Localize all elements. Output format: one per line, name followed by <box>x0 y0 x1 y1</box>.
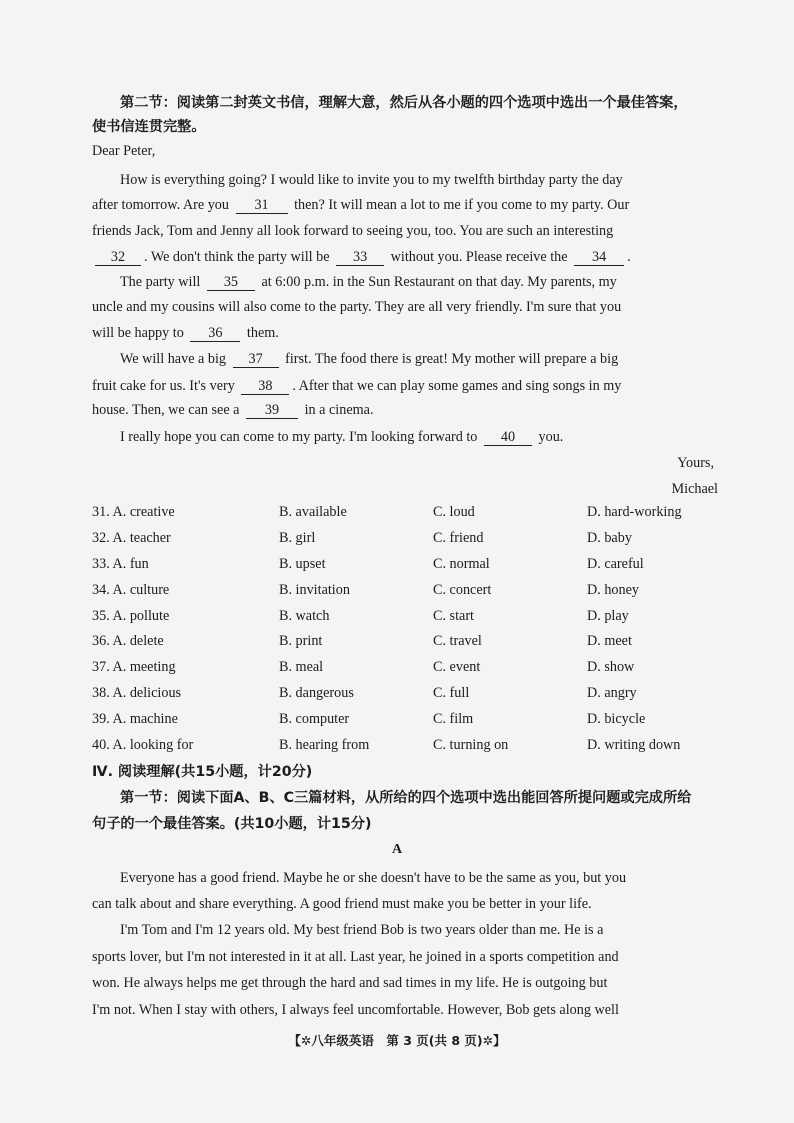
option-40-B: B. hearing from <box>279 737 370 753</box>
letter-line: How is everything going? I would like to invite you to my twelfth birthday party the day <box>120 172 623 188</box>
text: in a cinema. <box>304 402 374 418</box>
option-38-C: C. full <box>433 685 470 701</box>
passage-label: A <box>391 842 403 857</box>
letter-closing: Yours, <box>677 455 714 471</box>
text: The party will <box>120 274 201 290</box>
blank-33: 33 <box>336 249 384 266</box>
letter-signature: Michael <box>671 481 718 497</box>
part4-sec1-line1: 第一节：阅读下面A、B、C三篇材料，从所给的四个选项中选出能回答所提问题或完成所给 <box>120 790 692 806</box>
option-38-B: B. dangerous <box>279 685 354 701</box>
option-40-D: D. writing down <box>587 737 681 753</box>
option-34-A: 34. A. culture <box>92 582 170 598</box>
letter-line <box>92 196 629 214</box>
letter-line <box>92 401 374 419</box>
passage-line: sports lover, but I'm not interested in it at all. Last year, he joined in a sports competition and <box>92 949 619 965</box>
option-32-D: D. baby <box>587 530 632 546</box>
option-33-A: 33. A. fun <box>92 556 149 572</box>
text: fruit cake for us. It's very <box>92 378 235 394</box>
blank-37: 37 <box>233 351 279 368</box>
option-40-A: 40. A. looking for <box>92 737 194 753</box>
letter-line: uncle and my cousins will also come to the party. They are all very friendly. I'm sure that you <box>92 299 622 315</box>
passage-line: won. He always helps me get through the hard and sad times in my life. He is outgoing but <box>92 975 608 991</box>
blank-35: 35 <box>207 274 255 291</box>
passage-line: I'm not. When I stay with others, I always feel uncomfortable. However, Bob gets along well <box>92 1002 619 1018</box>
letter-line <box>92 324 279 342</box>
option-32-C: C. friend <box>433 530 484 546</box>
option-34-D: D. honey <box>587 582 640 598</box>
blank-32: 32 <box>95 249 141 266</box>
part4-sec1-line2: 句子的一个最佳答案。(共10小题，计15分) <box>92 816 372 832</box>
option-34-C: C. concert <box>433 582 492 598</box>
option-37-A: 37. A. meeting <box>92 659 176 675</box>
text: without you. Please receive the <box>390 249 568 265</box>
option-39-B: B. computer <box>279 711 350 727</box>
part4-title: Ⅳ. 阅读理解(共15小题，计20分) <box>92 764 313 780</box>
option-31-D: D. hard-working <box>587 504 682 520</box>
page-footer: 【✲八年级英语 第 3 页(共 8 页)✲】 <box>288 1033 506 1048</box>
blank-39: 39 <box>246 402 298 419</box>
option-38-A: 38. A. delicious <box>92 685 182 701</box>
option-35-A: 35. A. pollute <box>92 608 170 624</box>
option-31-A: 31. A. creative <box>92 504 175 520</box>
option-38-D: D. angry <box>587 685 637 701</box>
letter-line <box>92 377 621 395</box>
option-34-B: B. invitation <box>279 582 350 598</box>
letter-line <box>92 248 631 266</box>
text: . We don't think the party will be <box>144 249 330 265</box>
text: first. The food there is great! My mother will prepare a big <box>285 351 619 367</box>
text: . <box>627 249 631 265</box>
option-39-D: D. bicycle <box>587 711 646 727</box>
blank-40: 40 <box>484 429 532 446</box>
text: them. <box>246 325 279 341</box>
section2-heading-line2: 使书信连贯完整。 <box>92 119 206 135</box>
option-40-C: C. turning on <box>433 737 509 753</box>
option-37-B: B. meal <box>279 659 324 675</box>
option-37-C: C. event <box>433 659 481 675</box>
letter-line <box>120 428 563 446</box>
letter-greeting: Dear Peter, <box>92 143 156 159</box>
passage-line: can talk about and share everything. A good friend must make you be better in your life. <box>92 896 592 912</box>
option-36-D: D. meet <box>587 633 632 649</box>
text: at 6:00 p.m. in the Sun Restaurant on that day. My parents, my <box>261 274 617 290</box>
passage-line: I'm Tom and I'm 12 years old. My best friend Bob is two years older than me. He is a <box>120 922 604 938</box>
option-36-B: B. print <box>279 633 323 649</box>
blank-36: 36 <box>190 325 240 342</box>
blank-31: 31 <box>236 197 288 214</box>
option-37-D: D. show <box>587 659 635 675</box>
text: We will have a big <box>120 351 227 367</box>
blank-38: 38 <box>241 378 289 395</box>
option-39-A: 39. A. machine <box>92 711 178 727</box>
option-32-B: B. girl <box>279 530 316 546</box>
text: after tomorrow. Are you <box>92 197 229 213</box>
option-31-B: B. available <box>279 504 347 520</box>
text: I really hope you can come to my party. I'm looking forward to <box>120 429 478 445</box>
option-36-C: C. travel <box>433 633 482 649</box>
option-32-A: 32. A. teacher <box>92 530 171 546</box>
option-33-B: B. upset <box>279 556 326 572</box>
option-33-D: D. careful <box>587 556 644 572</box>
option-39-C: C. film <box>433 711 474 727</box>
text: will be happy to <box>92 325 184 341</box>
letter-line <box>120 273 617 291</box>
option-33-C: C. normal <box>433 556 490 572</box>
text: then? It will mean a lot to me if you come to my party. Our <box>294 197 630 213</box>
option-36-A: 36. A. delete <box>92 633 164 649</box>
letter-line: friends Jack, Tom and Jenny all look forward to seeing you, too. You are such an interesting <box>92 223 614 239</box>
option-31-C: C. loud <box>433 504 475 520</box>
section2-heading-line1: 第二节：阅读第二封英文书信，理解大意，然后从各小题的四个选项中选出一个最佳答案， <box>120 95 688 111</box>
option-35-B: B. watch <box>279 608 330 624</box>
blank-34: 34 <box>574 249 624 266</box>
text: house. Then, we can see a <box>92 402 240 418</box>
option-35-C: C. start <box>433 608 474 624</box>
letter-line <box>120 350 618 368</box>
text: . After that we can play some games and sing songs in my <box>292 378 622 394</box>
text: you. <box>538 429 564 445</box>
passage-line: Everyone has a good friend. Maybe he or she doesn't have to be the same as you, but you <box>120 870 627 886</box>
option-35-D: D. play <box>587 608 629 624</box>
